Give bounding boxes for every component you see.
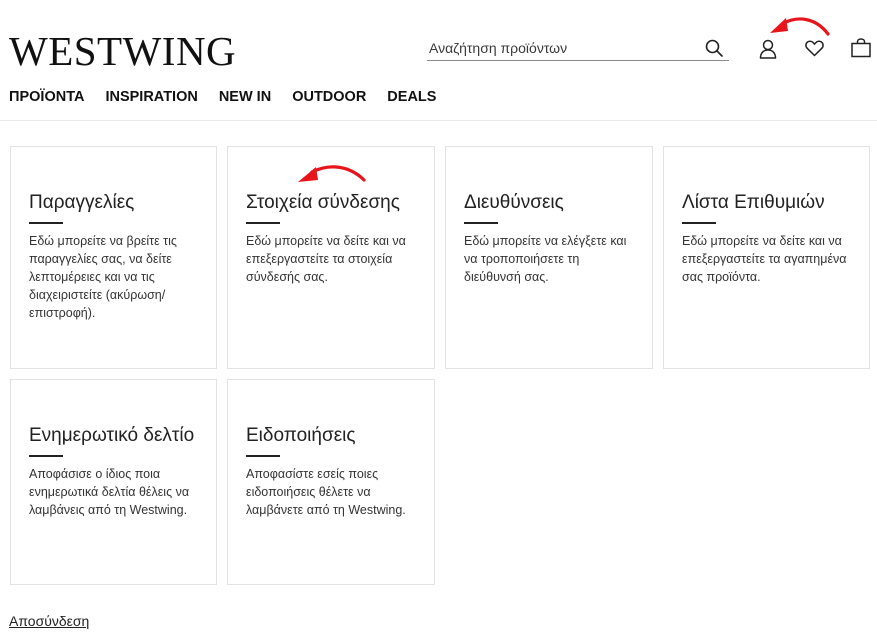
title-underline xyxy=(682,222,716,224)
login-details-card[interactable] xyxy=(227,146,435,369)
bag-icon[interactable] xyxy=(851,38,871,58)
newsletter-card[interactable] xyxy=(10,379,217,585)
wishlist-card[interactable] xyxy=(663,146,870,369)
user-icon[interactable] xyxy=(759,39,777,59)
nav-item-outdoor[interactable]: OUTDOOR xyxy=(292,89,367,105)
logout-link[interactable]: Αποσύνδεση xyxy=(9,613,90,629)
title-underline xyxy=(246,222,280,224)
card-title: Ενημερωτικό δελτίο xyxy=(29,425,195,446)
card-title: Λίστα Επιθυμιών xyxy=(682,192,825,213)
search-input[interactable] xyxy=(427,37,705,59)
card-description: Εδώ μπορείτε να δείτε και να επεξεργαστείτε τα στοιχεία σύνδεσής σας. xyxy=(246,234,406,284)
notifications-card[interactable] xyxy=(227,379,435,585)
nav-item-inspiration[interactable]: INSPIRATION xyxy=(105,89,198,105)
westwing-logo[interactable]: WESTWING xyxy=(9,28,237,74)
card-description: Εδώ μπορείτε να βρείτε τις παραγγελίες σας, να δείτε λεπτομέρειες και να τις διαχειριστείτε (ακύρωση/ επιστροφή). xyxy=(29,234,177,320)
card-title: Διευθύνσεις xyxy=(464,192,564,213)
card-description: Εδώ μπορείτε να δείτε και να επεξεργαστείτε τα αγαπημένα σας προϊόντα. xyxy=(682,234,847,284)
main-nav xyxy=(9,89,457,105)
heart-icon[interactable] xyxy=(805,40,824,57)
card-description: Αποφάσισε ο ίδιος ποια ενημερωτικά δελτία θέλεις να λαμβάνεις από τη Westwing. xyxy=(29,467,190,517)
title-underline xyxy=(246,455,280,457)
search-icon[interactable] xyxy=(705,39,723,57)
orders-card[interactable] xyxy=(10,146,217,369)
card-title: Παραγγελίες xyxy=(29,192,135,213)
card-title: Ειδοποιήσεις xyxy=(246,425,356,446)
nav-item-products[interactable]: ΠΡΟΪΟΝΤΑ xyxy=(9,89,85,105)
title-underline xyxy=(464,222,498,224)
card-description: Εδώ μπορείτε να ελέγξετε και να τροποποιήσετε τη διεύθυνσή σας. xyxy=(464,234,627,284)
nav-item-deals[interactable]: DEALS xyxy=(387,89,437,105)
search-bar xyxy=(427,36,729,61)
card-title: Στοιχεία σύνδεσης xyxy=(246,192,400,213)
title-underline xyxy=(29,455,63,457)
site-header xyxy=(0,0,877,121)
title-underline xyxy=(29,222,63,224)
card-description: Αποφασίστε εσείς ποιες ειδοποιήσεις θέλετε να λαμβάνετε από τη Westwing. xyxy=(246,467,406,517)
addresses-card[interactable] xyxy=(445,146,653,369)
nav-item-new-in[interactable]: NEW IN xyxy=(218,89,272,105)
